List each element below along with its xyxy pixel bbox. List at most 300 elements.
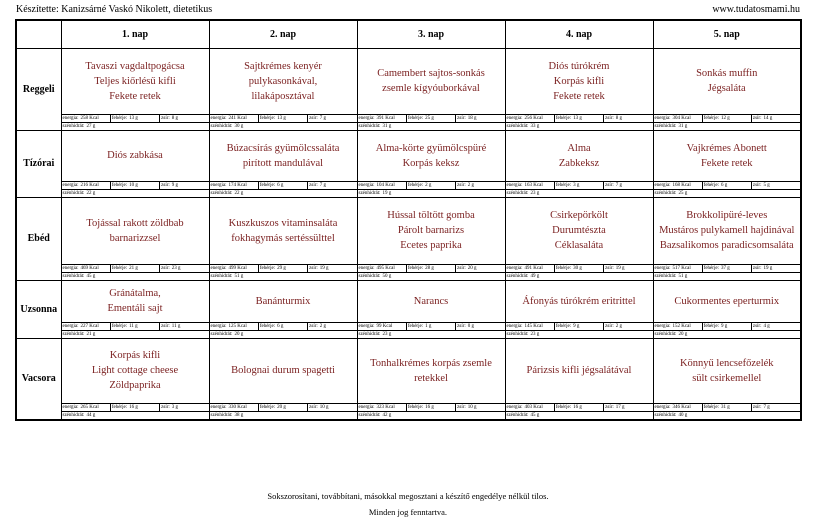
protein-value <box>406 182 455 189</box>
carbs-row <box>506 330 653 338</box>
dish-list <box>210 49 357 114</box>
fat-amount: 2 g <box>615 323 623 329</box>
dish-line: Zöldpaprika <box>109 380 161 391</box>
carbs-label: szénhidrát: <box>210 412 233 418</box>
dish-line: pulykasonkával, <box>248 75 318 87</box>
protein-label: fehérje: <box>111 265 128 271</box>
carbs-amount: 22 g <box>86 190 96 196</box>
fat-value <box>455 115 504 122</box>
carbs-value <box>210 273 244 280</box>
menu-cell <box>505 280 653 338</box>
carbs-amount: 33 g <box>530 123 540 129</box>
protein-value <box>554 115 603 122</box>
protein-amount: 9 g <box>720 323 728 329</box>
fat-amount: 9 g <box>171 182 179 188</box>
nutrition-row <box>62 264 209 272</box>
carbs-value <box>210 123 244 130</box>
protein-value <box>258 265 307 272</box>
carbs-label: szénhidrát: <box>210 273 233 279</box>
menu-cell <box>357 338 505 420</box>
dish-line: Búzacsírás gyümölcssaláta <box>226 142 340 154</box>
menu-cell <box>505 48 653 130</box>
energy-amount: 152 Kcal <box>672 323 691 329</box>
fat-label: zsír: <box>457 115 466 121</box>
protein-amount: 9 g <box>573 323 580 329</box>
fat-amount: 2 g <box>467 182 475 188</box>
energy-amount: 163 Kcal <box>524 182 543 188</box>
meal-name: Reggeli <box>16 48 61 130</box>
nutrition-row <box>358 403 505 411</box>
fat-value <box>307 115 356 122</box>
nutrition-row <box>654 114 801 122</box>
carbs-value <box>506 190 540 197</box>
carbs-label: szénhidrát: <box>506 273 529 279</box>
protein-amount: 2 g <box>425 182 432 188</box>
carbs-label: szénhidrát: <box>506 412 529 418</box>
energy-label: energia: <box>506 182 523 188</box>
carbs-amount: 31 g <box>382 123 392 129</box>
menu-cell <box>357 130 505 197</box>
energy-amount: 517 Kcal <box>672 265 691 271</box>
energy-label: energia: <box>210 265 227 271</box>
protein-label: fehérje: <box>703 115 719 121</box>
dish-line: Narancs <box>413 295 449 307</box>
menu-cell <box>61 48 209 130</box>
nutrition-row <box>62 181 209 189</box>
protein-amount: 30 g <box>573 265 582 271</box>
fat-amount: 17 g <box>615 404 625 410</box>
carbs-value <box>654 190 688 197</box>
carbs-value <box>506 331 540 338</box>
protein-value <box>406 265 455 272</box>
protein-label: fehérje: <box>111 115 128 121</box>
meal-row <box>16 130 801 197</box>
menu-cell <box>209 338 357 420</box>
fat-value <box>455 182 504 189</box>
fat-label: zsír: <box>309 404 318 410</box>
fat-value <box>603 182 652 189</box>
fat-amount: 3 g <box>171 404 179 410</box>
fat-amount: 4 g <box>763 323 770 329</box>
carbs-value <box>358 123 392 130</box>
dish-line: Light cottage cheese <box>91 365 179 376</box>
protein-value <box>110 404 159 411</box>
carbs-row <box>654 272 801 280</box>
protein-amount: 21 g <box>129 265 138 271</box>
dish-line: Bazsalikomos paradicsomsaláta <box>659 240 794 251</box>
dish-line: Camembert sajtos-sonkás <box>377 68 485 79</box>
fat-label: zsír: <box>161 115 170 121</box>
protein-amount: 12 g <box>720 115 730 121</box>
fat-value <box>159 404 208 411</box>
fat-value <box>603 323 652 330</box>
dish-list <box>358 131 505 181</box>
dish-line: Brokkolipüré-leves <box>686 210 768 221</box>
energy-value <box>506 265 554 272</box>
fat-label: zsír: <box>309 265 318 271</box>
menu-cell <box>357 197 505 280</box>
carbs-row <box>506 189 653 197</box>
energy-amount: 168 Kcal <box>672 182 691 188</box>
protein-amount: 13 g <box>277 115 286 121</box>
meal-name: Uzsonna <box>16 280 61 338</box>
carbs-label: szénhidrát: <box>358 412 381 418</box>
fat-value <box>159 323 208 330</box>
fat-amount: 8 g <box>615 115 623 121</box>
protein-label: fehérje: <box>407 265 424 271</box>
protein-label: fehérje: <box>259 265 276 271</box>
dish-list <box>210 339 357 403</box>
fat-label: zsír: <box>605 115 614 121</box>
nutrition-row <box>62 322 209 330</box>
dish-line: Könnyű lencsefőzelék <box>679 357 774 369</box>
dish-list <box>358 198 505 264</box>
carbs-label: szénhidrát: <box>654 331 677 337</box>
protein-amount: 28 g <box>425 265 434 271</box>
energy-label: energia: <box>62 115 79 121</box>
dish-line: barnarizzsel <box>109 232 161 244</box>
fat-amount: 10 g <box>467 404 477 410</box>
fat-value <box>307 182 356 189</box>
carbs-row <box>506 122 653 130</box>
fat-amount: 11 g <box>171 323 181 329</box>
carbs-row <box>62 330 209 338</box>
energy-value <box>506 115 554 122</box>
protein-label: fehérje: <box>259 115 276 121</box>
dish-line: Párolt barnarizs <box>397 225 465 236</box>
menu-cell <box>505 197 653 280</box>
dish-line: Fekete retek <box>700 157 753 169</box>
carbs-amount: 45 g <box>86 273 96 279</box>
nutrition-row <box>506 181 653 189</box>
fat-amount: 14 g <box>763 115 773 121</box>
carbs-value <box>62 273 96 280</box>
dish-line: zsemle kígyóuborkával <box>382 83 480 94</box>
dish-line: retekkel <box>414 372 448 384</box>
energy-label: energia: <box>506 323 523 329</box>
carbs-row <box>654 330 801 338</box>
dish-line: Párizsis kifli jégsalátával <box>526 365 632 376</box>
fat-label: zsír: <box>309 115 318 121</box>
carbs-label: szénhidrát: <box>210 190 233 196</box>
energy-value <box>506 404 554 411</box>
carbs-value <box>62 190 96 197</box>
carbs-label: szénhidrát: <box>654 123 677 129</box>
dish-line: Banánturmix <box>255 295 311 307</box>
protein-amount: 6 g <box>277 323 284 329</box>
carbs-value <box>358 331 392 338</box>
menu-cell <box>209 130 357 197</box>
carbs-amount: 51 g <box>234 273 244 279</box>
carbs-amount: 50 g <box>382 273 392 279</box>
protein-value <box>702 323 751 330</box>
energy-label: energia: <box>62 182 79 188</box>
dish-line: Diós zabkása <box>107 150 163 161</box>
protein-amount: 6 g <box>720 182 728 188</box>
protein-value <box>702 182 751 189</box>
dish-line: Vajkrémes Abonett <box>686 142 767 154</box>
dish-line: Diós túrókrém <box>548 60 610 72</box>
energy-amount: 104 Kcal <box>376 182 395 188</box>
energy-label: energia: <box>654 182 671 188</box>
protein-amount: 31 g <box>720 404 730 410</box>
protein-value <box>258 323 307 330</box>
protein-label: fehérje: <box>259 404 276 410</box>
protein-amount: 10 g <box>129 182 138 188</box>
fat-amount: 0 g <box>467 323 475 329</box>
rights-reserved: Minden jog fenntartva. <box>368 507 448 517</box>
energy-value <box>62 323 110 330</box>
dish-line: Sonkás muffin <box>696 68 758 79</box>
day-header: 2. nap <box>209 20 357 48</box>
energy-amount: 258 Kcal <box>80 115 99 121</box>
energy-value <box>654 115 702 122</box>
nutrition-row <box>358 264 505 272</box>
carbs-value <box>358 412 392 419</box>
carbs-label: szénhidrát: <box>654 273 677 279</box>
protein-value <box>406 404 455 411</box>
dish-line: Áfonyás túrókrém eritrittel <box>522 295 636 307</box>
carbs-value <box>358 190 392 197</box>
nutrition-row <box>358 181 505 189</box>
protein-label: fehérje: <box>407 323 424 329</box>
protein-label: fehérje: <box>555 323 572 329</box>
carbs-amount: 44 g <box>86 412 96 418</box>
nutrition-row <box>506 322 653 330</box>
fat-amount: 7 g <box>319 115 327 121</box>
energy-amount: 227 Kcal <box>80 323 99 329</box>
energy-amount: 99 Kcal <box>376 323 393 329</box>
menu-cell <box>505 338 653 420</box>
carbs-amount: 21 g <box>86 331 96 337</box>
fat-label: zsír: <box>309 323 318 329</box>
carbs-value <box>654 412 688 419</box>
carbs-row <box>210 189 357 197</box>
fat-label: zsír: <box>752 404 762 410</box>
energy-value <box>654 323 702 330</box>
carbs-amount: 19 g <box>382 190 392 196</box>
fat-amount: 7 g <box>763 404 770 410</box>
dish-list <box>506 198 653 264</box>
protein-label: fehérje: <box>407 404 424 410</box>
nutrition-row <box>358 114 505 122</box>
protein-label: fehérje: <box>555 182 572 188</box>
protein-amount: 29 g <box>277 265 286 271</box>
carbs-row <box>506 411 653 419</box>
dish-line: Kuszkuszos vitaminsaláta <box>228 217 338 229</box>
carbs-row <box>62 122 209 130</box>
dish-list <box>210 198 357 264</box>
fat-amount: 20 g <box>467 265 477 271</box>
energy-value <box>654 404 702 411</box>
protein-amount: 37 g <box>720 265 730 271</box>
energy-amount: 241 Kcal <box>228 115 247 121</box>
dish-list <box>62 198 209 264</box>
dish-list <box>654 49 801 114</box>
carbs-value <box>506 123 540 130</box>
dish-line: sült csirkemellel <box>692 372 762 384</box>
fat-label: zsír: <box>752 323 762 329</box>
dish-line: Sajtkrémes kenyér <box>244 60 322 72</box>
dish-list <box>506 281 653 322</box>
protein-value <box>554 323 603 330</box>
nutrition-row <box>210 264 357 272</box>
dish-list <box>506 49 653 114</box>
carbs-label: szénhidrát: <box>62 273 85 279</box>
energy-amount: 499 Kcal <box>228 265 247 271</box>
energy-label: energia: <box>506 265 523 271</box>
menu-cell <box>653 338 801 420</box>
menu-cell <box>653 130 801 197</box>
protein-amount: 25 g <box>425 115 434 121</box>
carbs-value <box>358 273 392 280</box>
protein-value <box>110 115 159 122</box>
carbs-value <box>506 412 540 419</box>
carbs-label: szénhidrát: <box>358 331 381 337</box>
carbs-row <box>210 272 357 280</box>
carbs-row <box>654 411 801 419</box>
protein-amount: 13 g <box>573 115 582 121</box>
carbs-value <box>62 123 96 130</box>
dish-line: Hússal töltött gomba <box>387 210 475 221</box>
energy-value <box>358 323 406 330</box>
dish-line: lilakáposztával <box>251 90 315 102</box>
nutrition-row <box>654 181 801 189</box>
protein-value <box>110 323 159 330</box>
carbs-label: szénhidrát: <box>358 190 381 196</box>
energy-value <box>358 115 406 122</box>
fat-amount: 19 g <box>615 265 625 271</box>
carbs-amount: 20 g <box>678 331 688 337</box>
menu-cell <box>357 48 505 130</box>
energy-amount: 346 Kcal <box>672 404 691 410</box>
fat-label: zsír: <box>605 404 614 410</box>
carbs-label: szénhidrát: <box>210 123 233 129</box>
carbs-row <box>358 272 505 280</box>
energy-value <box>210 115 258 122</box>
carbs-amount: 38 g <box>234 412 244 418</box>
protein-value <box>258 182 307 189</box>
energy-value <box>358 182 406 189</box>
carbs-amount: 42 g <box>382 412 392 418</box>
day-header-row <box>16 20 801 48</box>
fat-amount: 8 g <box>171 115 179 121</box>
protein-value <box>554 404 603 411</box>
fat-label: zsír: <box>752 115 762 121</box>
energy-amount: 125 Kcal <box>228 323 247 329</box>
energy-label: energia: <box>358 182 375 188</box>
energy-value <box>654 182 702 189</box>
carbs-label: szénhidrát: <box>358 123 381 129</box>
nutrition-row <box>654 322 801 330</box>
dish-list <box>654 339 801 403</box>
nutrition-row <box>210 403 357 411</box>
fat-label: zsír: <box>161 182 170 188</box>
nutrition-row <box>506 403 653 411</box>
protein-label: fehérje: <box>259 323 276 329</box>
energy-amount: 265 Kcal <box>80 404 99 410</box>
protein-amount: 3 g <box>573 182 580 188</box>
meal-row <box>16 197 801 280</box>
carbs-label: szénhidrát: <box>62 190 85 196</box>
fat-label: zsír: <box>161 265 170 271</box>
energy-label: energia: <box>506 404 523 410</box>
protein-value <box>702 115 751 122</box>
carbs-row <box>358 122 505 130</box>
energy-label: energia: <box>210 182 227 188</box>
protein-value <box>406 323 455 330</box>
menu-cell <box>209 48 357 130</box>
fat-amount: 19 g <box>319 265 329 271</box>
day-header: 4. nap <box>505 20 653 48</box>
fat-label: zsír: <box>457 323 466 329</box>
dish-list <box>62 131 209 181</box>
protein-amount: 13 g <box>129 115 138 121</box>
carbs-amount: 51 g <box>678 273 688 279</box>
fat-value <box>455 323 504 330</box>
carbs-label: szénhidrát: <box>506 331 529 337</box>
carbs-value <box>506 273 540 280</box>
dish-line: Cukormentes eperturmix <box>674 295 780 307</box>
day-header: 1. nap <box>61 20 209 48</box>
meal-name: Tízórai <box>16 130 61 197</box>
protein-amount: 16 g <box>425 404 434 410</box>
carbs-value <box>62 412 96 419</box>
fat-label: zsír: <box>457 265 466 271</box>
nutrition-row <box>62 114 209 122</box>
energy-value <box>506 182 554 189</box>
energy-value <box>210 182 258 189</box>
protein-value <box>258 115 307 122</box>
meal-name: Ebéd <box>16 197 61 280</box>
energy-label: energia: <box>358 115 375 121</box>
fat-value <box>603 265 652 272</box>
fat-label: zsír: <box>605 265 614 271</box>
energy-label: energia: <box>62 265 79 271</box>
dish-line: Csirkepörkölt <box>550 210 608 221</box>
menu-cell <box>357 280 505 338</box>
energy-label: energia: <box>62 323 79 329</box>
energy-value <box>358 265 406 272</box>
dish-line: Bolognai durum spagetti <box>231 365 335 376</box>
energy-label: energia: <box>358 323 375 329</box>
dish-line: Alma-körte gyümölcspüré <box>375 142 487 154</box>
energy-label: energia: <box>62 404 79 410</box>
fat-label: zsír: <box>309 182 318 188</box>
energy-amount: 304 Kcal <box>672 115 691 121</box>
fat-amount: 19 g <box>763 265 773 271</box>
energy-amount: 495 Kcal <box>376 265 395 271</box>
energy-label: energia: <box>654 115 671 121</box>
protein-label: fehérje: <box>555 404 572 410</box>
meal-plan-table <box>15 19 802 421</box>
carbs-amount: 31 g <box>678 123 688 129</box>
energy-amount: 491 Kcal <box>524 265 543 271</box>
fat-amount: 23 g <box>171 265 181 271</box>
carbs-row <box>506 272 653 280</box>
fat-value <box>455 265 504 272</box>
menu-cell <box>61 197 209 280</box>
dish-line: Fekete retek <box>109 90 161 102</box>
day-header: 3. nap <box>357 20 505 48</box>
website-url[interactable]: www.tudatosmami.hu <box>712 4 800 15</box>
fat-value <box>603 115 652 122</box>
carbs-label: szénhidrát: <box>62 123 85 129</box>
carbs-amount: 22 g <box>234 190 244 196</box>
nutrition-row <box>210 322 357 330</box>
protein-amount: 20 g <box>277 404 286 410</box>
energy-label: energia: <box>654 404 671 410</box>
